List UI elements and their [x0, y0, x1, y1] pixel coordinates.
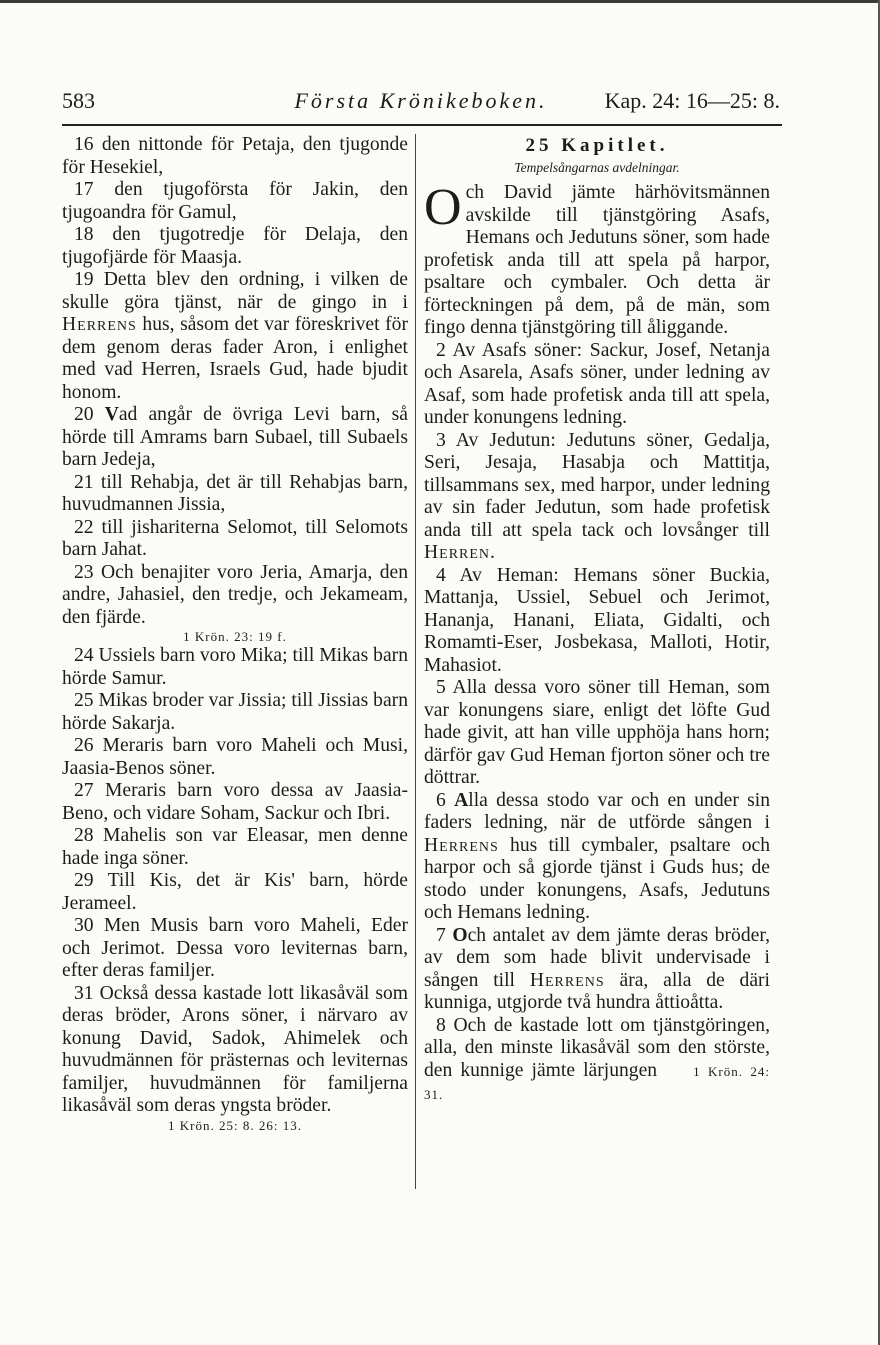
left-column: [62, 134, 408, 1134]
lord-name: Herrens: [62, 314, 137, 335]
chapter-subtitle: Tempelsångarnas avdelningar.: [514, 160, 680, 175]
verse-20-number: 20: [74, 404, 94, 425]
verse-25: 25 Mikas broder var Jissia; till Jissias barn hörde Sakarja.: [62, 690, 408, 734]
lord-name: Herren: [424, 542, 491, 563]
verse-7-text-b: ära, alla de däri kunniga, utgjorde två hundra åttioåtta.: [424, 969, 771, 1013]
verse-18: 18 den tjugotredje för Delaja, den tjugofjärde för Maasja.: [62, 224, 408, 268]
verse-28: 28 Mahelis son var Eleasar, men denne hade inga söner.: [62, 825, 408, 869]
right-column: [424, 134, 770, 1107]
drop-cap: O: [424, 179, 462, 236]
page-number: 583: [62, 88, 95, 113]
verse-7-text-a: ch antalet av dem jämte deras bröder, av dem som hade blivit undervisade i sången till: [424, 924, 770, 991]
verse-6-initial: A: [454, 789, 469, 811]
verse-7: [424, 925, 770, 1015]
verse-27: 27 Meraris barn voro dessa av Jaasia-Beno, och vidare Soham, Sackur och Ibri.: [62, 780, 408, 824]
lord-name: Herrens: [424, 834, 499, 856]
verse-7-number: 7: [436, 924, 446, 946]
verse-3: [424, 430, 770, 565]
verse-29: 29 Till Kis, det är Kis' barn, hörde Jerameel.: [62, 870, 408, 914]
verse-6-text-a: lla dessa stodo var och en under sin faders ledning, när de utförde sången i: [424, 789, 770, 833]
lord-name: Herrens: [529, 969, 605, 991]
page-edge-top: [0, 0, 880, 3]
verse-19: [62, 269, 408, 404]
verse-24: 24 Ussiels barn voro Mika; till Mikas barn hörde Samur.: [62, 645, 408, 689]
cross-reference-2: 1 Krön. 25: 8. 26: 13.: [168, 1117, 302, 1133]
verse-23: 23 Och benajiter voro Jeria, Amarja, den andre, Jahasiel, den tredje, och Jekameam, den fjärde.: [62, 561, 408, 628]
page-header: [62, 88, 780, 124]
verse-1: [424, 179, 770, 340]
verse-20: [62, 404, 408, 472]
verse-6-text-b: hus till cymbaler, psaltare och harpor och så gjorde tjänst i Guds hus; de stodo under konungens, Asafs, Jedutuns och Hemans ledning.: [424, 834, 771, 923]
cross-reference-3: 1 Krön. 24: 31.: [424, 1063, 770, 1102]
verse-22: 22 till jishariterna Selomot, till Selomots barn Jahat.: [62, 516, 408, 560]
verse-6-number: 6: [436, 789, 446, 811]
verse-20-initial: V: [104, 404, 119, 425]
header-rule: [62, 124, 782, 126]
chapter-reference: Kap. 24: 16—25: 8.: [604, 88, 780, 113]
verse-21: 21 till Rehabja, det är till Rehabjas barn, huvudmannen Jissia,: [62, 471, 408, 515]
verse-7-initial: O: [452, 924, 468, 946]
cross-reference-1: 1 Krön. 23: 19 f.: [183, 629, 287, 644]
verse-8: [424, 1015, 770, 1107]
book-title: Första Krönikeboken.: [294, 88, 548, 113]
verse-17: 17 den tjugoförsta för Jakin, den tjugoandra för Gamul,: [62, 179, 408, 223]
verse-3-text: 3 Av Jedutun: Jedutuns söner, Gedalja, Seri, Jesaja, Hasabja och Mattitja, tillsammans sex, med harpor, under ledning av sin fader Jedutun, som hade profetisk anda till att spela tack och lovsånger till: [424, 429, 770, 541]
verse-5: 5 Alla dessa voro söner till Heman, som var konungens siare, enligt det löfte Gud hade givit, att han ville upphöja hans horn; därför gav Gud Heman fjorton söner och tre döttrar.: [424, 677, 770, 788]
verse-2: 2 Av Asafs söner: Sackur, Josef, Netanja och Asarela, Asafs söner, under ledning av Asaf, som hade profetisk anda till att spela, under konungens ledning.: [424, 339, 770, 428]
column-divider: [415, 134, 416, 1189]
verse-30: 30 Men Musis barn voro Maheli, Eder och Jerimot. Dessa voro leviternas barn, efter deras familjer.: [62, 915, 408, 981]
verse-31: 31 Också dessa kastade lott likasåväl som deras bröder, Arons söner, i närvaro av konung David, Sadok, Ahimelek och huvudmännen för prästernas och leviternas familjer, huvudmännen för familjerna likasåväl som deras yngsta bröder.: [62, 982, 408, 1116]
verse-1-text: ch David jämte härhövitsmännen avskilde till tjänstgöring Asafs, Hemans och Jedutuns söner, som hade profetisk anda till att spela på harpor, psaltare och cymbaler. Och detta är förteckningen på dem, på de män, som fingo denna tjänstgöring till åliggande.: [424, 182, 770, 338]
chapter-title: 25 Kapitlet.: [525, 135, 669, 156]
verse-8-text: 8 Och de kastade lott om tjänstgöringen, alla, den minste likasåväl som den störste, den kunnige jämte lärjungen: [424, 1014, 770, 1081]
verse-26: 26 Meraris barn voro Maheli och Musi, Jaasia-Benos söner.: [62, 735, 408, 779]
verse-4: 4 Av Heman: Hemans söner Buckia, Mattanja, Ussiel, Sebuel och Jerimot, Hananja, Hanani, Eliata, Gidalti, och Romamti-Eser, Josbekasa, Malloti, Hotir, Mahasiot.: [424, 564, 770, 676]
verse-6: [424, 790, 770, 925]
verse-19-text-b: hus, såsom det var föreskrivet för dem genom deras fader Aron, i enlighet med vad Herren, Israels Gud, hade bjudit honom.: [62, 314, 408, 403]
verse-3-end: .: [490, 542, 495, 563]
verse-19-text-a: 19 Detta blev den ordning, i vilken de skulle göra tjänst, när de gingo in i: [62, 269, 408, 313]
verse-16: 16 den nittonde för Petaja, den tjugonde för Hesekiel,: [62, 134, 408, 178]
verse-20-text: ad angår de övriga Levi barn, så hörde till Amrams barn Subael, till Subaels barn Jedeja,: [62, 404, 408, 470]
